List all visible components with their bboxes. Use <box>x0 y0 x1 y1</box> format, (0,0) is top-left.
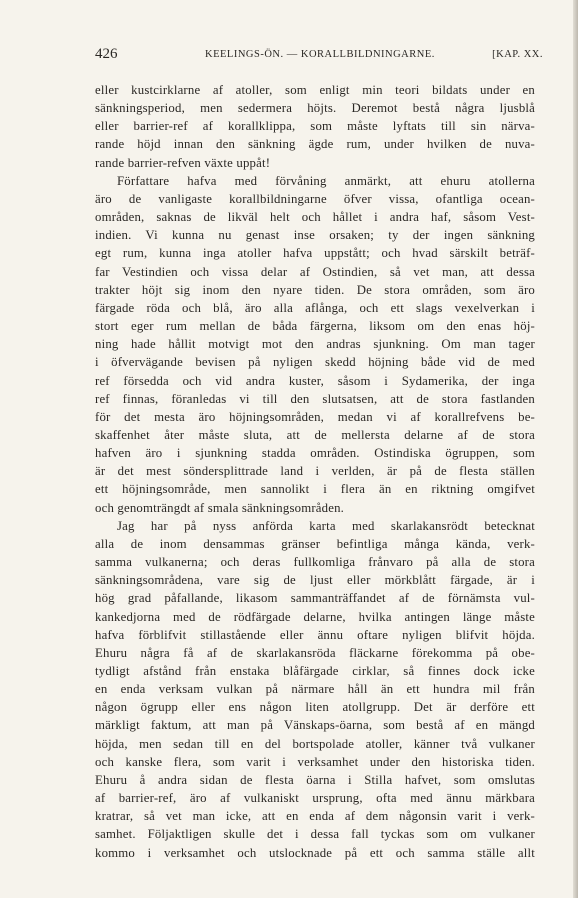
text-line: ett höjningsområde, men sannolikt i flera än en riktning omgifvet <box>95 482 535 497</box>
text-line: rande barrier-refven växte uppåt! <box>95 155 271 170</box>
text-line: hög grad påfallande, likasom sammanträffandet af de förnämsta vul- <box>95 591 535 606</box>
text-line: någon ögrupp eller ens någon liten atollgrupp. Det är derföre ett <box>95 700 535 715</box>
page-edge <box>573 0 578 898</box>
chapter-reference: [KAP. XX. <box>492 49 543 60</box>
text-line: är det mest söndersplittrade land i verlden, är på de flesta ställen <box>95 464 535 479</box>
text-line: alla de inom densammas gränser befintliga många kända, verk- <box>95 536 535 551</box>
text-line: samma vulkanerna; och deras fullkomliga frånvaro på alla de stora <box>95 555 535 570</box>
running-title: KEELINGS-ÖN. — KORALLBILDNINGARNE. <box>205 49 435 60</box>
text-line: stort eger rum mellan de båda färgerna, liksom om den enas höj- <box>95 319 535 334</box>
text-line: samhet. Följaktligen skulle det i dessa fall tyckas som om vulkaner <box>95 827 535 842</box>
text-line: eller barrier-ref af korallklippa, som måste lyftats till sin närva- <box>95 119 535 134</box>
text-line: Ehuru några få af de skarlakansröda fläckarne förekomma på obe- <box>95 645 535 660</box>
page-number: 426 <box>95 46 118 62</box>
text-line: och genomträngdt af smala sänkningsområden. <box>95 500 345 515</box>
text-line: trakter höjt sig inom den nyare tiden. De stora områden, som äro <box>95 282 535 297</box>
text-line: märkligt faktum, att man på Vänskaps-öarna, som bestå af en mängd <box>95 718 535 733</box>
text-line: och kanske flera, som varit i verksamhet under den historiska tiden. <box>95 754 535 769</box>
text-line: kratrar, så vet man icke, att en enda af dem någonsin varit i verk- <box>95 809 535 824</box>
text-line: kankedjorna med de rödfärgade delarne, hvilka antingen länge måste <box>95 609 535 624</box>
text-line: ref finnas, föranledas vi till den slutsatsen, att de stora fastlanden <box>95 391 535 406</box>
text-line: af barrier-ref, äro af vulkaniskt ursprung, ofta med ännu märkbara <box>95 791 535 806</box>
text-line: skaffenhet åter måste sluta, att de mellersta delarne af de stora <box>95 427 535 442</box>
text-line: sänkningsperiod, men sedermera höjts. Deremot bestå några ljusblå <box>95 101 535 116</box>
text-line: egt rum, kunna inga atoller hafva uppstått; och hvad särskilt beträf- <box>95 246 535 261</box>
text-line: rande höjd innan den sänkning ägde rum, under hvilken de nuva- <box>95 137 535 152</box>
text-line: i öfvervägande bevisen på nyligen skedd höjning både vid de med <box>95 355 535 370</box>
text-line: indien. Vi kunna nu genast inse orsaken; ty der ingen sänkning <box>95 228 535 243</box>
body-text <box>95 81 535 862</box>
text-line: hafva förblifvit stillastående eller ännu oftare nyligen blifvit höjda. <box>95 627 535 642</box>
text-line: ning hade hållit motvigt mot den andras sjunkning. Om man tager <box>95 337 535 352</box>
text-line: far Vestindien och vissa delar af Ostindien, så vet man, att dessa <box>95 264 535 279</box>
text-line: tydligt afstånd från enstaka blåfärgade cirklar, så finnes dock icke <box>95 664 535 678</box>
text-line: för det mesta äro höjningsområden, medan vi af korallrefvens be- <box>95 409 535 424</box>
page-header <box>95 48 543 68</box>
text-line: eller kustcirklarne af atoller, som enligt min teori bildats under en <box>95 83 535 97</box>
text-line: områden, saknas de likväl helt och hållet i andra haf, såsom Vest- <box>95 210 535 225</box>
text-line: kommo i verksamhet och utslocknade på ett och samma ställe allt <box>95 845 535 860</box>
text-line: Ehuru å andra sidan de flesta öarna i Stilla hafvet, som omslutas <box>95 772 535 787</box>
text-line: sänkningsområdena, vare sig de ljust eller mörkblått färgade, är i <box>95 573 535 588</box>
text-line: en enda verksam vulkan på närmare håll än ett hundra mil från <box>95 682 535 697</box>
text-line: äro de vanligaste korallbildningarne öfver vissa, ofantliga ocean- <box>95 191 535 206</box>
text-line: Författare hafva med förvåning anmärkt, att ehuru atollerna <box>117 173 535 188</box>
text-line: färgade röda och blå, äro alla aflånga, och ett slags vexelverkan i <box>95 300 535 315</box>
text-line: hafven äro i sjunkning stadda områden. Ostindiska ögruppen, som <box>95 446 535 461</box>
text-line: höjda, men sedan till en del bortspolade atoller, känner två vulkaner <box>95 736 535 751</box>
text-line: ref försedda och vid andra kuster, såsom i Sydamerika, der inga <box>95 373 535 388</box>
text-line: Jag har på nyss anförda karta med skarlakansrödt betecknat <box>117 518 535 533</box>
